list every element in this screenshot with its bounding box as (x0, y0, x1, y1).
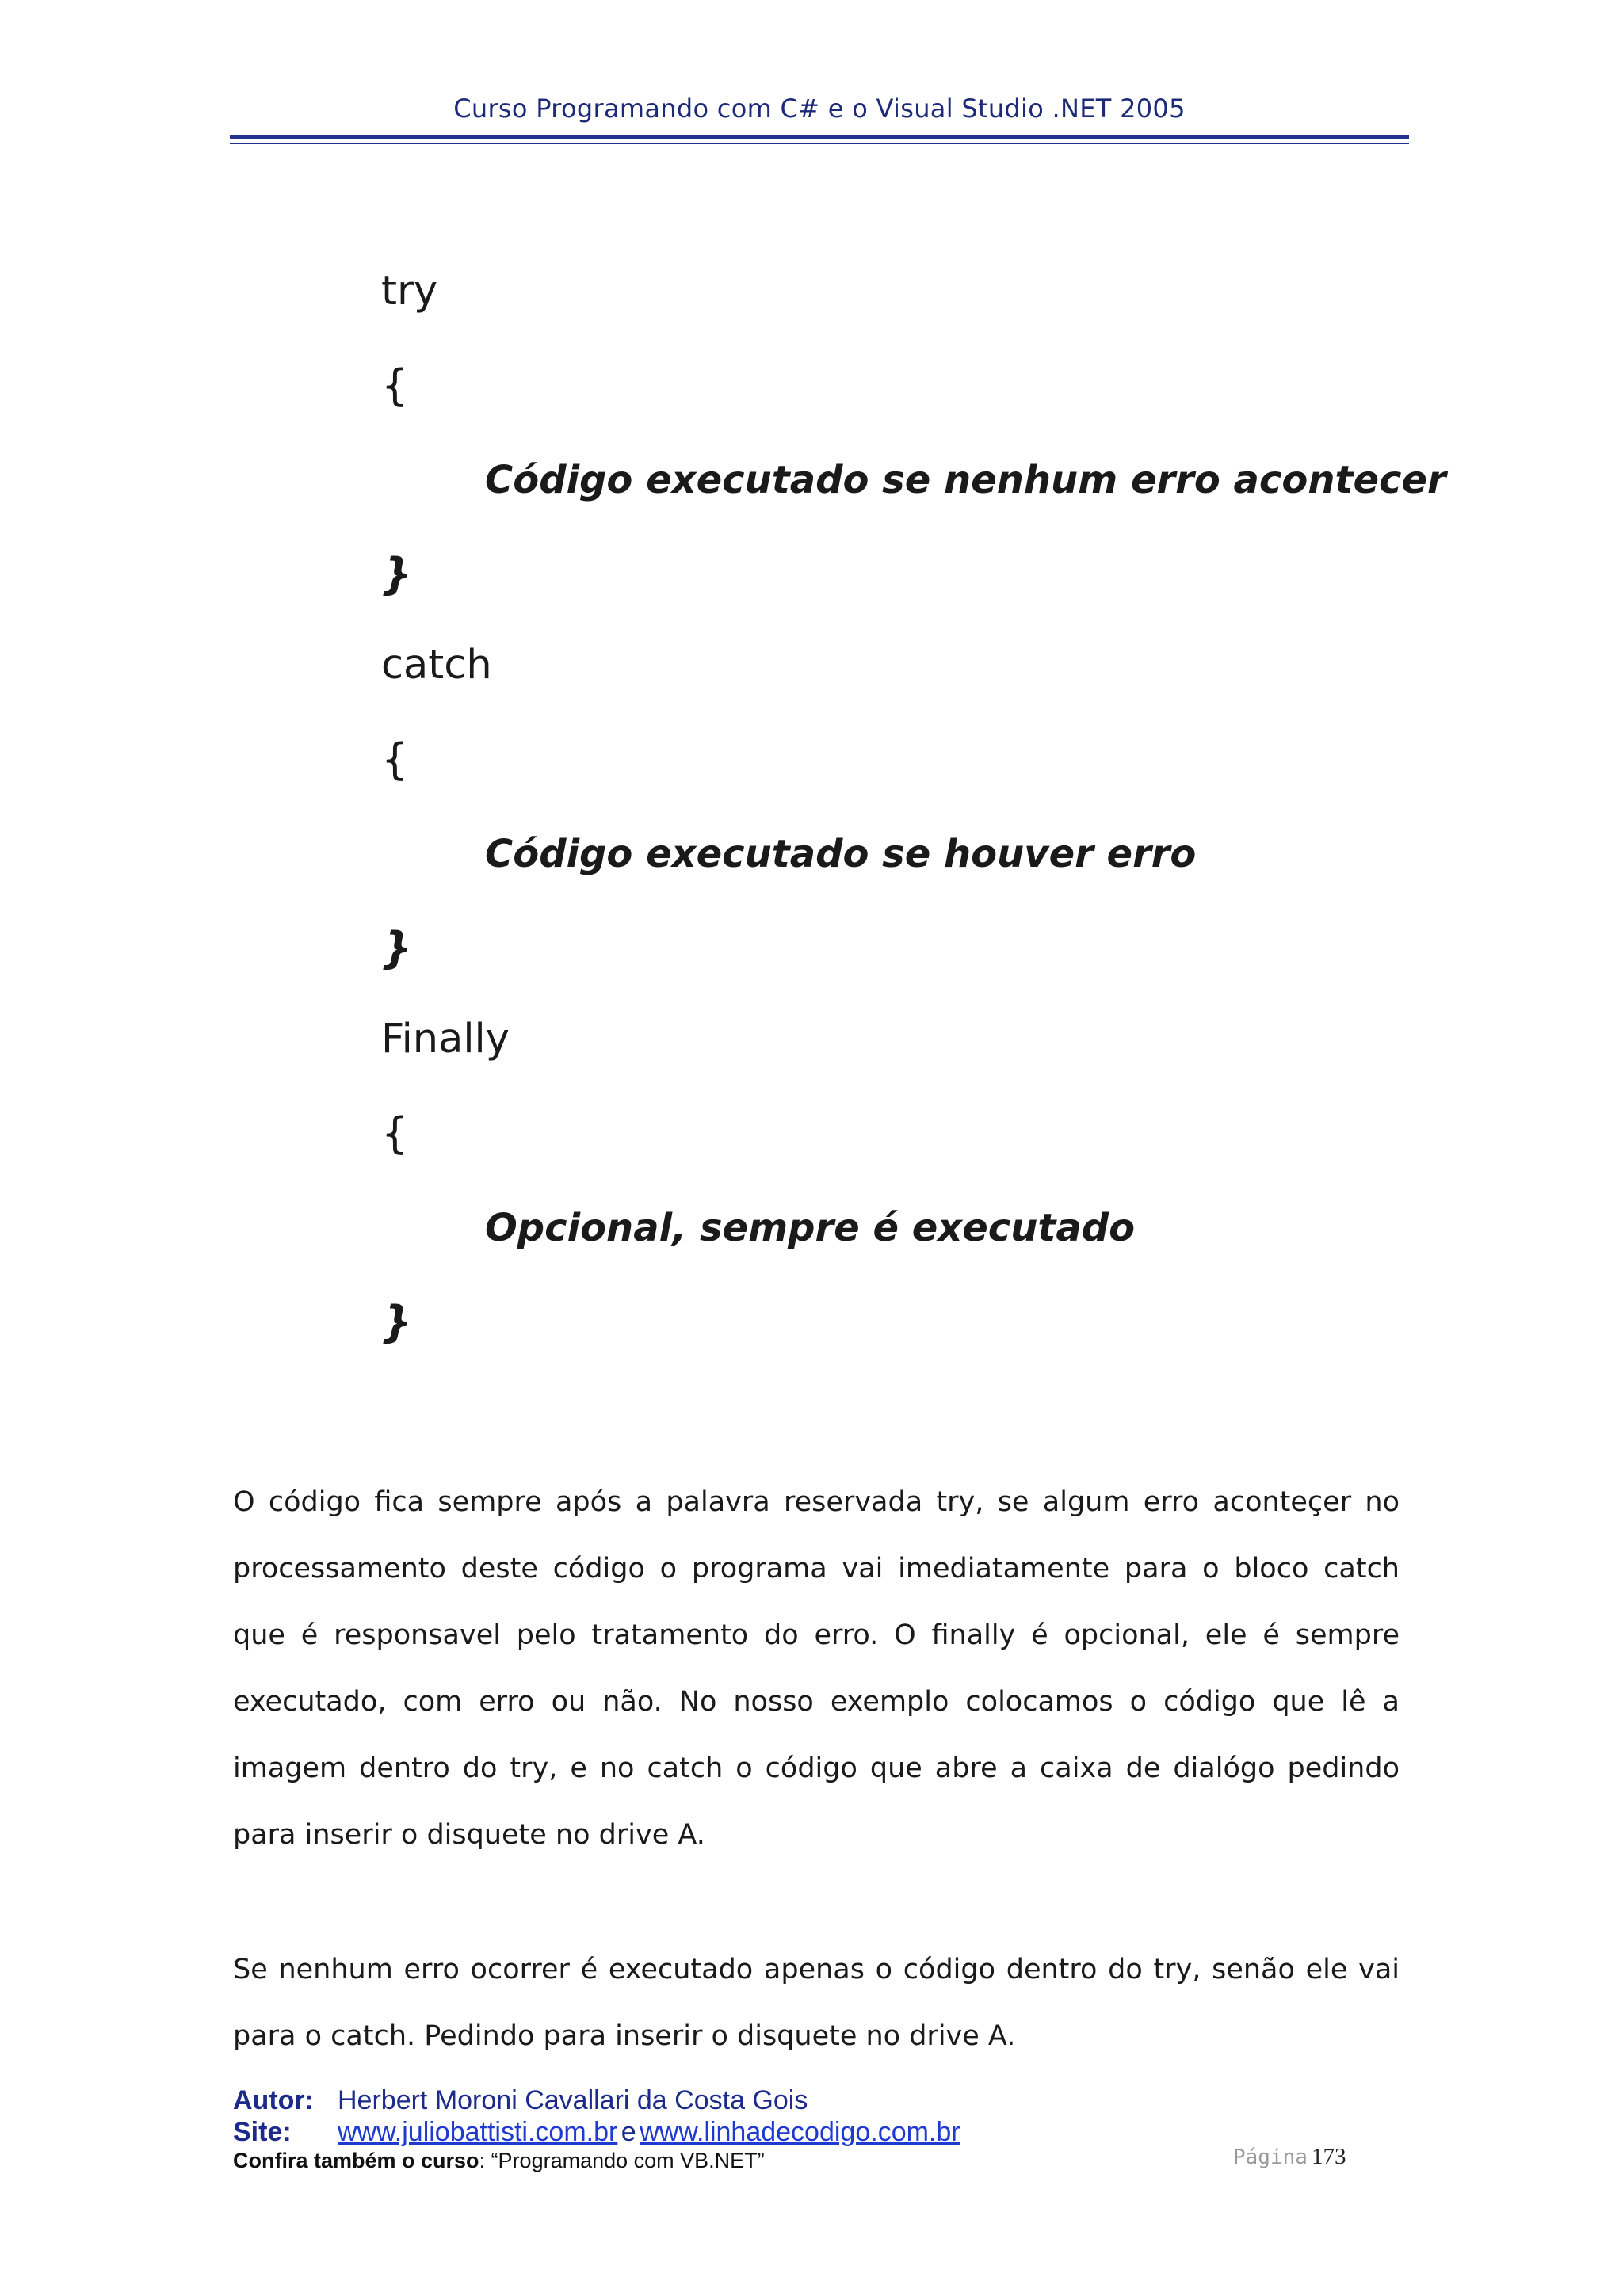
header-rule (230, 135, 1409, 139)
catch-keyword: catch (381, 642, 492, 688)
page-label: Página (1233, 2145, 1308, 2169)
body-paragraph-2: Se nenhum erro ocorrer é executado apenas o código dentro do try, senão ele vai para o catch. Pedindo para inserir o disquete no drive A. (233, 1954, 1400, 2052)
finally-keyword: Finally (381, 1016, 510, 1062)
course-label: Confira também o curso (233, 2149, 479, 2172)
footer-course-row (233, 2149, 765, 2173)
body-paragraph-1: O código fica sempre após a palavra reservada try, se algum erro aconteçer no processamento deste código o programa vai imediatamente para o bloco catch que é responsavel pelo tratamento do erro. O finally é opcional, ele é sempre executado, com erro ou não. No nosso exemplo colocamos o código que lê a imagem dentro do try, e no catch o código que abre a caixa de dialógo pedindo para inserir o disquete no drive A. (233, 1486, 1400, 1851)
try-body: Código executado se nenhum erro acontecer (485, 458, 1446, 502)
finally-close-brace: } (381, 1297, 412, 1347)
page-number (1233, 2144, 1346, 2170)
header-title: Curso Programando com C# e o Visual Studio .NET 2005 (453, 93, 1186, 124)
page-number-value: 173 (1312, 2144, 1346, 2169)
site-separator: e (621, 2117, 636, 2147)
finally-open-brace: { (381, 1108, 409, 1158)
catch-body: Código executado se houver erro (485, 832, 1197, 876)
site-link-juliobattisti[interactable]: www.juliobattisti.com.br (338, 2117, 618, 2147)
course-value: : “Programando com VB.NET” (479, 2149, 765, 2172)
footer-author-row (233, 2085, 808, 2116)
site-link-linhadecodigo[interactable]: www.linhadecodigo.com.br (640, 2117, 960, 2147)
author-name: Herbert Moroni Cavallari da Costa Gois (338, 2085, 808, 2115)
catch-close-brace: } (381, 923, 412, 973)
author-label: Autor: (233, 2085, 314, 2115)
try-keyword: try (381, 268, 438, 315)
site-label: Site: (233, 2117, 292, 2147)
try-open-brace: { (381, 360, 409, 410)
catch-open-brace: { (381, 734, 409, 784)
finally-body: Opcional, sempre é executado (485, 1206, 1136, 1250)
try-close-brace: } (381, 549, 412, 599)
header-rule-thin (230, 143, 1409, 144)
footer-site-row (233, 2117, 960, 2148)
